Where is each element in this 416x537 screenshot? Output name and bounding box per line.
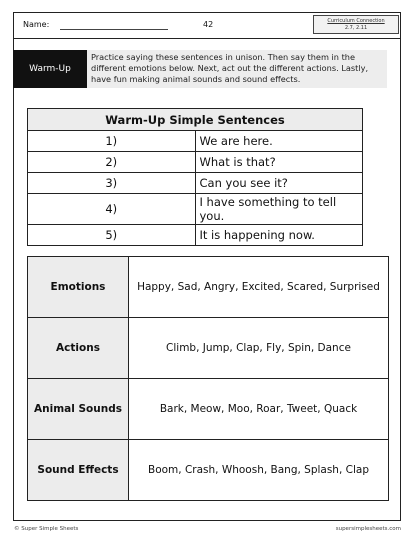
category-label: Emotions — [28, 257, 129, 318]
footer-copyright: © Super Simple Sheets — [14, 526, 79, 532]
table-row — [28, 225, 363, 246]
table-row — [28, 440, 389, 501]
table-row — [28, 257, 389, 318]
sentences-title: Warm-Up Simple Sentences — [28, 109, 363, 131]
sentence-number: 5) — [28, 225, 196, 246]
sentence-number: 1) — [28, 131, 196, 152]
sentence-number: 2) — [28, 152, 196, 173]
category-words: Climb, Jump, Clap, Fly, Spin, Dance — [129, 318, 389, 379]
page-number: 42 — [203, 20, 214, 29]
table-row — [28, 379, 389, 440]
category-label: Sound Effects — [28, 440, 129, 501]
sentence-text: I have something to tell you. — [195, 194, 363, 225]
sentence-text: It is happening now. — [195, 225, 363, 246]
curriculum-connection-box — [313, 15, 399, 34]
category-words: Bark, Meow, Moo, Roar, Tweet, Quack — [129, 379, 389, 440]
category-words: Happy, Sad, Angry, Excited, Scared, Surprised — [129, 257, 389, 318]
curriculum-code: 2.7, 2.11 — [344, 25, 368, 31]
table-row — [28, 152, 363, 173]
sentence-text: Can you see it? — [195, 173, 363, 194]
table-row — [28, 318, 389, 379]
warmup-label: Warm-Up — [13, 50, 87, 88]
table-row — [28, 131, 363, 152]
category-label: Animal Sounds — [28, 379, 129, 440]
curriculum-title: Curriculum Connection — [327, 18, 385, 24]
category-label: Actions — [28, 318, 129, 379]
sentence-number: 4) — [28, 194, 196, 225]
table-row — [28, 173, 363, 194]
worksheet-header — [13, 12, 401, 39]
sentence-text: What is that? — [195, 152, 363, 173]
footer-website: supersimplesheets.com — [335, 526, 401, 532]
warmup-instructions: Practice saying these sentences in unison. Then say them in the different emotions below. Next, act out the different actions. Lastly, have fun making animal sounds and sound effects. — [87, 50, 387, 88]
sentence-number: 3) — [28, 173, 196, 194]
name-label: Name: — [23, 20, 50, 29]
table-row — [28, 194, 363, 225]
sentences-table — [27, 108, 363, 246]
name-line — [60, 29, 168, 30]
vocabulary-table — [27, 256, 389, 501]
category-words: Boom, Crash, Whoosh, Bang, Splash, Clap — [129, 440, 389, 501]
sentence-text: We are here. — [195, 131, 363, 152]
sentences-header-row — [28, 109, 363, 131]
